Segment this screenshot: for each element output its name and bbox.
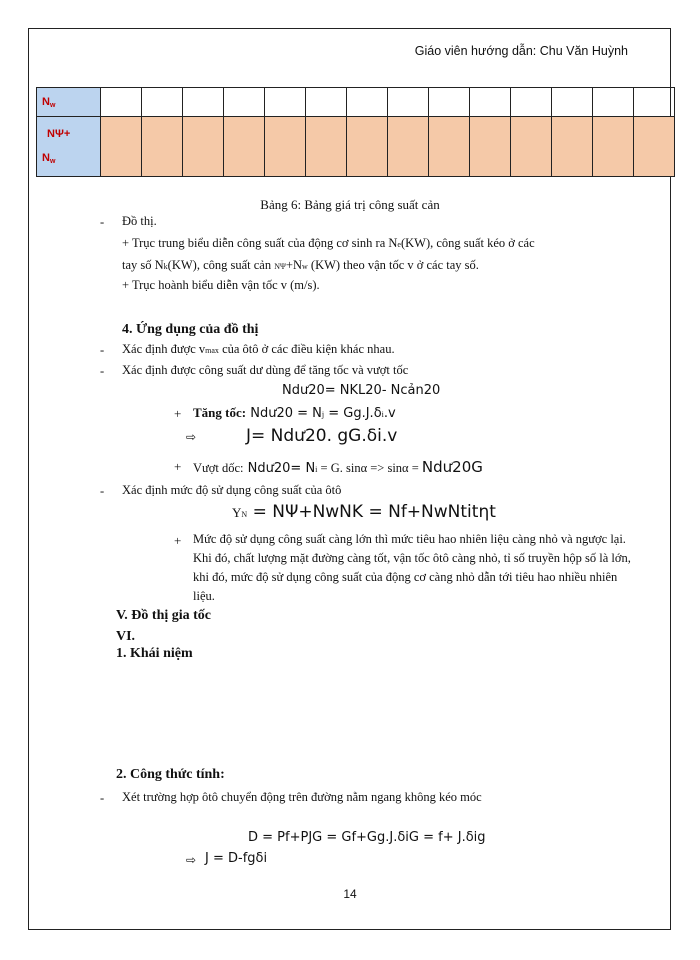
graph-item: Đồ thị.	[122, 214, 157, 228]
bullet-dash: -	[100, 791, 105, 805]
header-teacher: Giáo viên hướng dẫn: Chu Văn Huỳnh	[414, 44, 628, 58]
sub2-item: Xét trường hợp ôtô chuyển động trên đường nằm ngang không kéo móc	[122, 790, 482, 804]
bullet-dash: -	[100, 484, 105, 498]
sub1-title: 1. Khái niệm	[116, 646, 193, 661]
section4-item-1: Xác định được vmax của ôtô ở các điều kiện khác nhau.	[122, 342, 395, 356]
row-label-npsi-nw: NΨ+ $N_w$	[37, 117, 101, 177]
plus-bullet: +	[174, 459, 182, 474]
page-number: 14	[343, 887, 357, 901]
plus-bullet: +	[174, 406, 182, 421]
yn-formula: YN = NΨ+NwNK = Nf+NwNtitηt	[232, 502, 496, 522]
section4-item-3: Xác định mức độ sử dụng công suất của ôtô	[122, 483, 342, 497]
power-table	[36, 87, 675, 177]
formula-j2: J = D-fgδi	[205, 851, 268, 866]
bullet-dash: -	[100, 215, 105, 229]
usage-paragraph: Mức độ sử dụng công suất càng lớn thì mức tiêu hao nhiên liệu càng nhỏ và ngược lại. Khi đó, chất lượng mặt đường càng tốt, vận tốc ôtô càng nhỏ, tỉ số truyền hộp số là lớn, khi đó, mức độ sử dụng công suất của động cơ càng nhỏ dẫn tới tiêu hao nhiều nhiên liệu.	[193, 532, 631, 603]
accel-line: Tăng tốc: Ndư20 = Nj = Gg.J.δi.v	[193, 405, 396, 421]
sub2-title: 2. Công thức tính:	[116, 767, 225, 782]
section4-item-2: Xác định được công suất dư dùng để tăng tốc và vượt tốc	[122, 363, 409, 377]
plus-bullet: +	[174, 533, 182, 548]
row-label-nw: $N_w$	[37, 88, 101, 117]
graph-line-1: + Trục trung biểu diễn công suất của động cơ sinh ra Ne(KW), công suất kéo ở các	[122, 236, 535, 250]
graph-line-2: tay số Nk(KW), công suất cản NΨ+Nw (KW) theo vận tốc v ở các tay số.	[122, 258, 479, 272]
section5-title: V. Đồ thị gia tốc	[116, 608, 212, 623]
arrow-icon: ⇨	[186, 853, 197, 867]
table-caption: Bảng 6: Bảng giá trị công suất cản	[260, 197, 440, 212]
graph-line-3: + Trục hoành biểu diễn vận tốc v (m/s).	[122, 278, 320, 292]
section4-title: 4. Ứng dụng của đồ thị	[122, 322, 259, 337]
table-row	[37, 117, 675, 177]
formula-d: D = Pf+PJG = Gf+Gg.J.δiG = f+ J.δig	[248, 830, 486, 845]
formula-ndu20: Ndư20= NKL20- Ncản20	[282, 383, 441, 398]
table-row	[37, 88, 675, 117]
bullet-dash: -	[100, 343, 105, 357]
section6-title: VI.	[116, 629, 136, 644]
formula-j: J= Ndư20. gG.δi.v	[246, 426, 398, 446]
arrow-icon: ⇨	[186, 430, 197, 444]
bullet-dash: -	[100, 364, 105, 378]
climb-line: Vượt dốc: Ndư20= Ni = G. sinα => sinα = Ndư20G	[193, 458, 483, 476]
